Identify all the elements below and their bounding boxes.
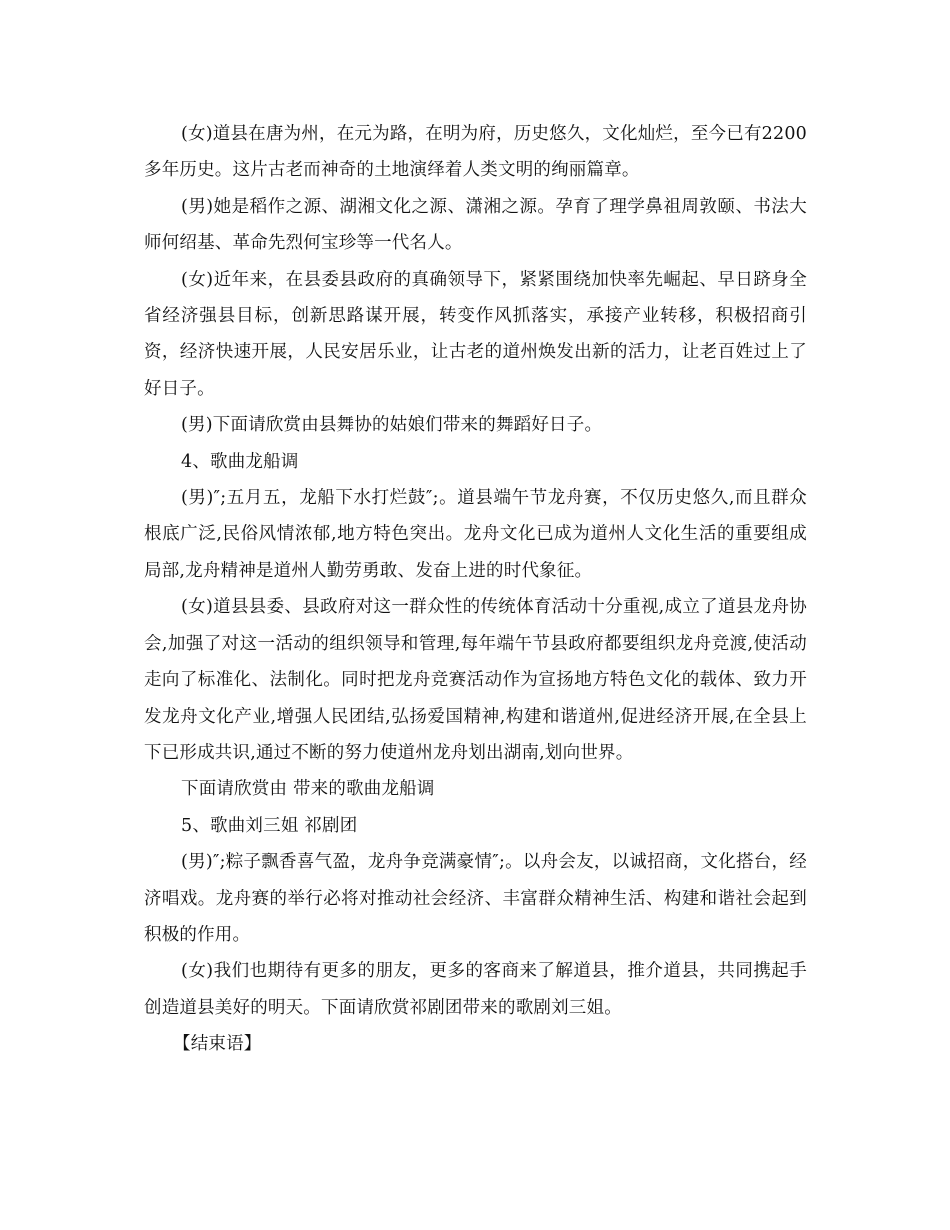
paragraph-female-dragon-boat-association: (女)道县县委、县政府对这一群众性的传统体育活动十分重视,成立了道县龙舟协会,加强了对这一活动的组织领导和管理,每年端午节县政府都要组织龙舟竞渡,使活动走向了标准化、法制化。同时把龙舟竞赛活动作为宣扬地方特色文化的载体、致力开发龙舟文化产业,增强人民团结,弘扬爱国精神,构建和谐道州,促进经济开展,在全县上下已形成共识,通过不断的努力使道州龙舟划出湖南,划向世界。 [144, 597, 807, 763]
program-item-5-heading: 5、歌曲刘三姐 祁剧团 [181, 815, 358, 836]
paragraph-song-intro: 下面请欣赏由 带来的歌曲龙船调 [181, 779, 435, 800]
paragraph-male-origins: (男)她是稻作之源、湖湘文化之源、潇湘之源。孕育了理学鼻祖周敦颐、书法大师何绍基、革命先烈何宝珍等一代名人。 [144, 196, 807, 254]
paragraph-female-history: (女)道县在唐为州，在元为路，在明为府，历史悠久，文化灿烂，至今已有2200多年历史。这片古老而神奇的土地演绎着人类文明的绚丽篇章。 [144, 124, 807, 181]
program-item-4-heading: 4、歌曲龙船调 [181, 451, 299, 472]
closing-remarks-heading: 【结束语】 [173, 1034, 262, 1055]
paragraph-male-dragon-boat: (男)″;五月五，龙船下水打烂鼓″;。道县端午节龙舟赛，不仅历史悠久,而且群众根底广泛,民俗风情浓郁,地方特色突出。龙舟文化已成为道州人文化生活的重要组成局部,龙舟精神是道州人勤劳勇敢、发奋上进的时代象征。 [144, 488, 807, 581]
paragraph-male-dance-intro: (男)下面请欣赏由县舞协的姑娘们带来的舞蹈好日子。 [181, 415, 603, 436]
paragraph-female-closing-intro: (女)我们也期待有更多的朋友，更多的客商来了解道县，推介道县，共同携起手创造道县美好的明天。下面请欣赏祁剧团带来的歌剧刘三姐。 [144, 961, 807, 1018]
paragraph-female-development: (女)近年来，在县委县政府的真确领导下，紧紧围绕加快率先崛起、早日跻身全省经济强县目标，创新思路谋开展，转变作风抓落实，承接产业转移，积极招商引资，经济快速开展，人民安居乐业，让古老的道州焕发出新的活力，让老百姓过上了好日子。 [144, 269, 807, 399]
document-body [144, 116, 807, 1063]
paragraph-male-zongzi: (男)″;粽子飘香喜气盈，龙舟争竞满豪情″;。以舟会友，以诚招商，文化搭台，经济唱戏。龙舟赛的举行必将对推动社会经济、丰富群众精神生活、构建和谐社会起到积极的作用。 [144, 852, 807, 945]
